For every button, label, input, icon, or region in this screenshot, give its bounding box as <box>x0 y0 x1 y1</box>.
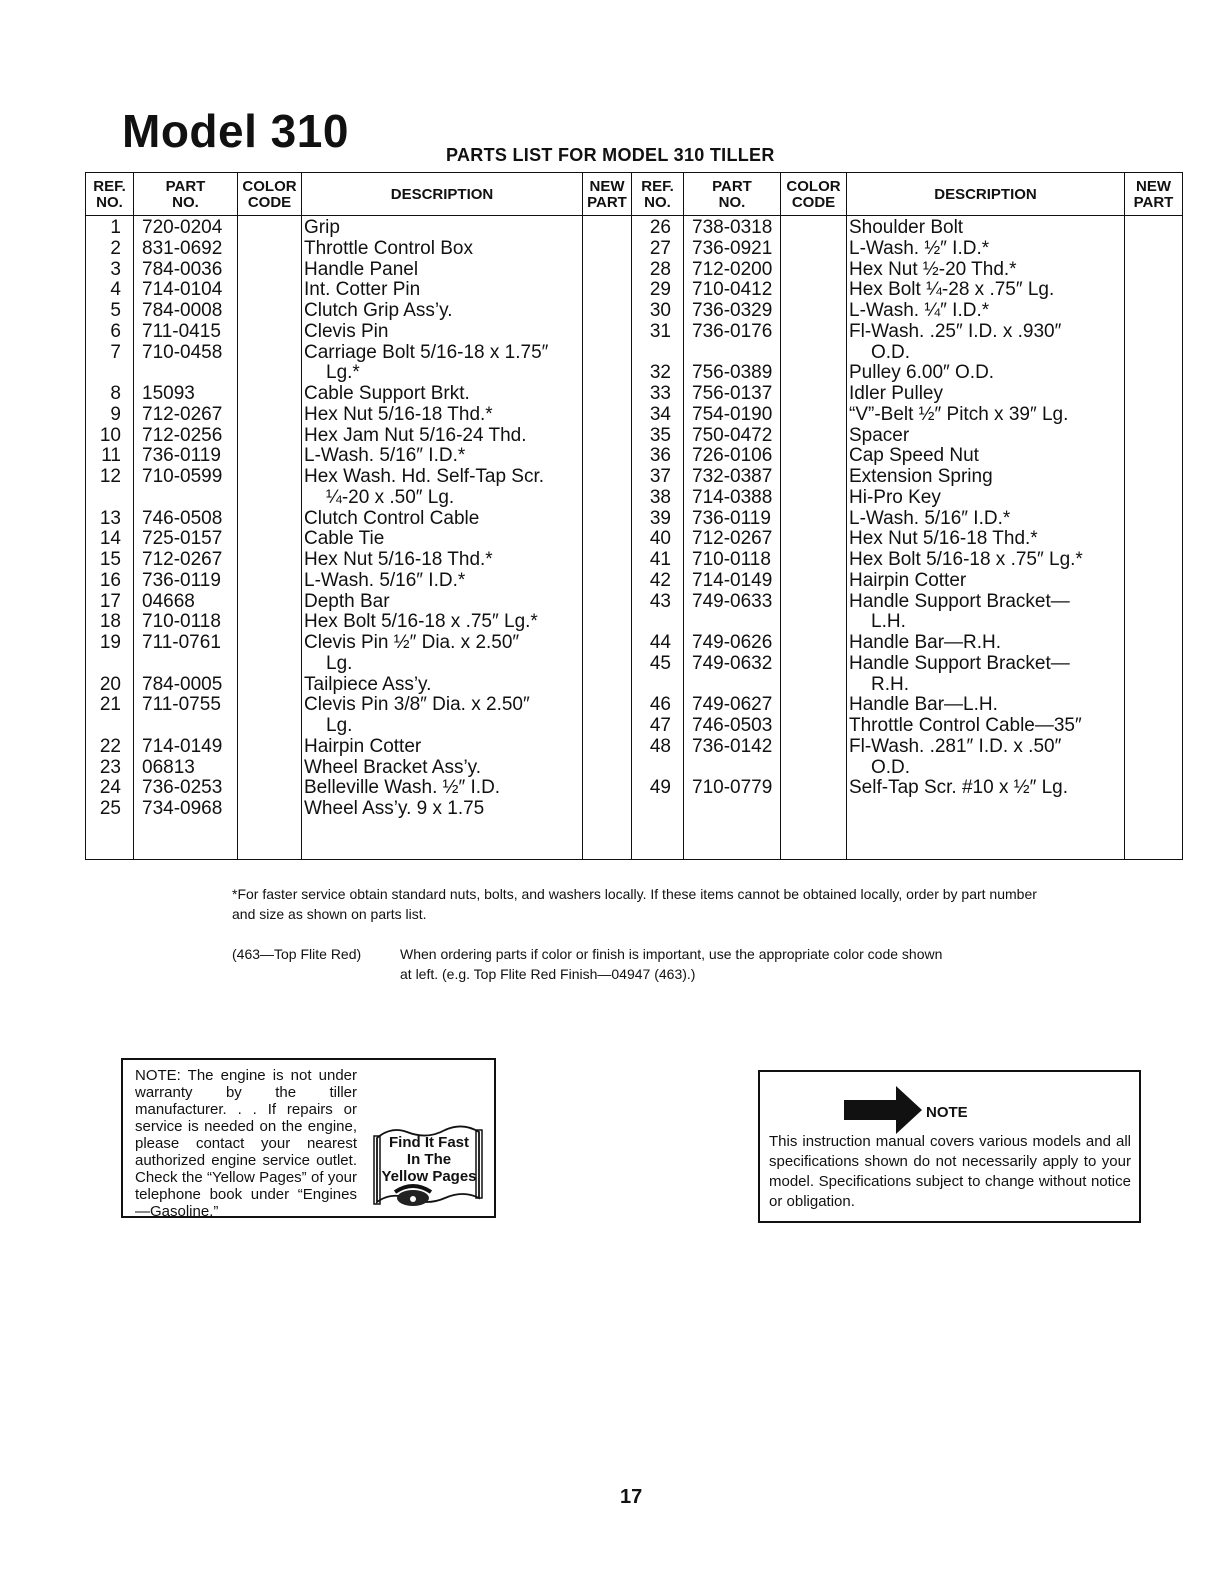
table-cell: O.D. <box>871 341 911 363</box>
table-cell: 21 <box>99 694 121 716</box>
table-cell: 04668 <box>142 590 195 612</box>
table-cell <box>86 716 121 737</box>
left-new-part-column <box>583 216 632 860</box>
table-cell: Hairpin Cotter <box>849 569 967 591</box>
table-cell: Hex Nut 5/16-18 Thd.* <box>849 528 1038 550</box>
table-cell: 14 <box>99 528 121 550</box>
standard-hardware-footnote: *For faster service obtain standard nuts, bolts, and washers locally. If these items cannot be obtained locally, order by part number and size as shown on parts list. <box>232 886 1037 922</box>
parts-table <box>85 172 1183 860</box>
table-cell <box>632 343 671 364</box>
table-cell: 710-0779 <box>692 777 773 799</box>
table-cell: 714-0388 <box>692 486 773 508</box>
table-cell: Shoulder Bolt <box>849 217 964 238</box>
table-cell: 736-0329 <box>692 300 773 321</box>
table-cell: Hex Nut ½-20 Thd.* <box>849 258 1017 280</box>
table-cell: 34 <box>649 403 671 425</box>
table-cell: 7 <box>110 341 121 363</box>
header-new-part: NEW PART <box>583 173 632 216</box>
table-cell: 784-0005 <box>142 673 223 695</box>
table-cell <box>142 488 237 509</box>
table-cell: 19 <box>99 632 121 653</box>
table-cell: 8 <box>110 383 121 404</box>
table-cell: Int. Cotter Pin <box>304 279 421 301</box>
table-cell: 39 <box>649 507 671 529</box>
table-cell: 756-0137 <box>692 383 773 404</box>
table-body-row <box>86 216 1183 860</box>
table-cell: Cable Tie <box>304 528 385 550</box>
table-cell <box>632 675 671 696</box>
color-code-footnote <box>232 944 1052 984</box>
table-cell <box>692 675 780 696</box>
table-cell: 736-0119 <box>692 507 771 529</box>
table-cell: 2 <box>110 237 121 259</box>
left-part-column <box>134 216 238 860</box>
table-cell: Tailpiece Ass’y. <box>304 673 432 695</box>
table-cell: 15093 <box>142 383 195 404</box>
left-color-column <box>238 216 302 860</box>
table-cell: 36 <box>649 445 671 467</box>
table-cell: 784-0036 <box>142 258 223 280</box>
table-cell: 714-0149 <box>142 735 223 757</box>
table-cell: Spacer <box>849 424 910 446</box>
table-cell: L-Wash. ¼″ I.D.* <box>849 300 990 321</box>
table-cell: 710-0118 <box>142 611 221 633</box>
table-cell: Clevis Pin ½″ Dia. x 2.50″ <box>304 632 520 653</box>
table-cell: Wheel Ass’y. 9 x 1.75 <box>304 798 485 819</box>
table-cell: 35 <box>649 424 671 446</box>
table-cell: 711-0761 <box>142 632 221 653</box>
table-cell: 712-0267 <box>692 528 773 550</box>
table-cell: 18 <box>99 611 121 633</box>
table-cell: 734-0968 <box>142 798 223 819</box>
table-cell <box>86 488 121 509</box>
table-cell: 27 <box>649 237 671 259</box>
table-cell: 712-0267 <box>142 403 223 425</box>
table-cell: 714-0149 <box>692 569 773 591</box>
table-cell: 712-0256 <box>142 424 223 446</box>
right-color-column <box>781 216 847 860</box>
table-cell: Clevis Pin 3/8″ Dia. x 2.50″ <box>304 694 530 716</box>
table-cell: Lg.* <box>326 362 360 384</box>
table-cell: Hex Bolt ¼-28 x .75″ Lg. <box>849 279 1055 301</box>
table-cell: Clutch Control Cable <box>304 507 480 529</box>
table-cell: Hex Wash. Hd. Self-Tap Scr. <box>304 466 545 487</box>
table-cell: 46 <box>649 694 671 716</box>
table-cell: Fl-Wash. .25″ I.D. x .930″ <box>849 320 1062 342</box>
model-applicability-note <box>758 1070 1141 1223</box>
table-cell: 33 <box>649 383 671 404</box>
table-cell: Hex Jam Nut 5/16-24 Thd. <box>304 424 527 446</box>
header-description-2: DESCRIPTION <box>847 173 1125 216</box>
table-cell: 726-0106 <box>692 445 773 467</box>
table-cell: 29 <box>649 279 671 301</box>
left-ref-column <box>86 216 134 860</box>
table-cell: Fl-Wash. .281″ I.D. x .50″ <box>849 735 1062 757</box>
table-cell: Handle Panel <box>304 258 419 280</box>
table-cell: 13 <box>99 507 121 529</box>
table-cell <box>86 363 121 384</box>
header-part-no-2: PART NO. <box>684 173 781 216</box>
table-cell: Clutch Grip Ass’y. <box>304 300 453 321</box>
table-cell: 710-0412 <box>692 279 773 301</box>
table-cell: 25 <box>99 798 121 819</box>
table-cell: 22 <box>99 735 121 757</box>
table-cell: Cap Speed Nut <box>849 445 979 467</box>
table-cell: 749-0626 <box>692 632 773 653</box>
table-cell: 06813 <box>142 756 195 778</box>
table-cell: 712-0200 <box>692 258 773 280</box>
table-cell: L-Wash. 5/16″ I.D.* <box>304 569 466 591</box>
table-cell: 732-0387 <box>692 466 773 487</box>
table-cell: L-Wash. ½″ I.D.* <box>849 237 990 259</box>
table-cell: Depth Bar <box>304 590 390 612</box>
table-cell: Idler Pulley <box>849 383 943 404</box>
table-cell: 736-0921 <box>692 237 773 259</box>
table-cell <box>142 716 237 737</box>
table-cell: O.D. <box>871 756 911 778</box>
table-cell: 6 <box>110 320 121 342</box>
table-cell: 4 <box>110 279 121 301</box>
table-cell: 48 <box>649 735 671 757</box>
table-cell: 45 <box>649 652 671 674</box>
table-cell <box>632 612 671 633</box>
left-description-column <box>302 216 583 860</box>
table-cell: Throttle Control Cable—35″ <box>849 715 1082 736</box>
table-cell: 1 <box>110 217 121 238</box>
table-cell: 31 <box>649 320 671 342</box>
table-cell: 38 <box>649 486 671 508</box>
table-cell <box>632 758 671 779</box>
table-cell: ¼-20 x .50″ Lg. <box>326 486 455 508</box>
header-ref-no-2: REF. NO. <box>632 173 684 216</box>
table-cell: 47 <box>649 715 671 736</box>
table-cell: 16 <box>99 569 121 591</box>
right-part-column <box>684 216 781 860</box>
table-cell: 20 <box>99 673 121 695</box>
table-cell: R.H. <box>871 673 909 695</box>
table-cell: 26 <box>649 217 671 238</box>
table-cell <box>692 612 780 633</box>
color-code-line-1: When ordering parts if color or finish is important, use the appropriate color code shown <box>400 946 943 962</box>
table-cell: 725-0157 <box>142 528 223 550</box>
header-part-no: PART NO. <box>134 173 238 216</box>
table-cell: 738-0318 <box>692 217 773 238</box>
table-cell: 749-0633 <box>692 590 773 612</box>
yellow-pages-badge <box>371 1122 485 1208</box>
note-body: This instruction manual covers various models and all specifications shown do not necessarily apply to your model. Specifications subject to change without notice or obligation. <box>769 1133 1131 1210</box>
table-cell: 714-0104 <box>142 279 223 301</box>
table-cell: 49 <box>649 777 671 799</box>
header-color-code: COLOR CODE <box>238 173 302 216</box>
table-cell: 30 <box>649 300 671 321</box>
table-cell <box>692 343 780 364</box>
table-cell: Clevis Pin <box>304 320 389 342</box>
right-description-column <box>847 216 1125 860</box>
table-cell <box>86 654 121 675</box>
table-cell: 32 <box>649 362 671 384</box>
table-cell: 42 <box>649 569 671 591</box>
table-cell: Handle Bar—L.H. <box>849 694 998 716</box>
table-cell: Lg. <box>326 715 353 736</box>
table-cell: Belleville Wash. ½″ I.D. <box>304 777 501 799</box>
table-cell: 736-0119 <box>142 569 221 591</box>
table-cell: 736-0253 <box>142 777 223 799</box>
parts-list-heading: PARTS LIST FOR MODEL 310 TILLER <box>446 145 775 165</box>
table-cell: Handle Bar—R.H. <box>849 632 1002 653</box>
table-cell: 40 <box>649 528 671 550</box>
note-label: NOTE <box>926 1104 968 1121</box>
table-cell: Throttle Control Box <box>304 237 473 259</box>
table-cell: 754-0190 <box>692 403 773 425</box>
table-cell: 784-0008 <box>142 300 223 321</box>
telephone-icon <box>395 1186 431 1206</box>
table-cell: Lg. <box>326 652 353 674</box>
table-cell: 43 <box>649 590 671 612</box>
table-cell: 711-0755 <box>142 694 221 716</box>
table-cell <box>142 654 237 675</box>
table-cell: 12 <box>99 466 121 487</box>
table-cell: Pulley 6.00″ O.D. <box>849 362 995 384</box>
table-header-row <box>86 173 1183 216</box>
table-cell <box>692 758 780 779</box>
table-cell: Cable Support Brkt. <box>304 383 470 404</box>
page-title: Model 310 <box>122 105 349 157</box>
right-ref-column <box>632 216 684 860</box>
table-cell: 710-0458 <box>142 341 223 363</box>
table-cell <box>142 363 237 384</box>
table-cell: Hex Bolt 5/16-18 x .75″ Lg.* <box>849 549 1083 570</box>
table-cell: 9 <box>110 403 121 425</box>
table-cell: Hairpin Cotter <box>304 735 422 757</box>
table-cell: 24 <box>99 777 121 799</box>
engine-warranty-note <box>121 1058 496 1218</box>
table-cell: L.H. <box>871 611 906 633</box>
table-cell: 44 <box>649 632 671 653</box>
table-cell: 5 <box>110 300 121 321</box>
table-cell: Hex Nut 5/16-18 Thd.* <box>304 403 493 425</box>
table-cell: 15 <box>99 549 121 570</box>
table-cell: 749-0627 <box>692 694 773 716</box>
header-ref-no: REF. NO. <box>86 173 134 216</box>
table-cell: 746-0508 <box>142 507 223 529</box>
engine-warranty-text: NOTE: The engine is not under warranty by the tiller manufacturer. . . If repairs or service is needed on the engine, please contact your nearest authorized engine service outlet. Check the “Yellow Pages” of your telephone book under “Engines—Gasoline.” <box>135 1067 357 1220</box>
table-cell: 23 <box>99 756 121 778</box>
table-cell: 41 <box>649 549 671 570</box>
table-cell: Hex Bolt 5/16-18 x .75″ Lg.* <box>304 611 538 633</box>
table-cell: 3 <box>110 258 121 280</box>
table-cell: 10 <box>99 424 121 446</box>
header-color-code-2: COLOR CODE <box>781 173 847 216</box>
table-cell: 720-0204 <box>142 217 223 238</box>
table-cell: 711-0415 <box>142 320 221 342</box>
table-cell: Carriage Bolt 5/16-18 x 1.75″ <box>304 341 549 363</box>
table-cell: Handle Support Bracket— <box>849 652 1070 674</box>
table-cell: 736-0176 <box>692 320 773 342</box>
table-cell: Handle Support Bracket— <box>849 590 1070 612</box>
table-cell: 749-0632 <box>692 652 773 674</box>
table-cell: 831-0692 <box>142 237 223 259</box>
header-description: DESCRIPTION <box>302 173 583 216</box>
table-cell: Wheel Bracket Ass’y. <box>304 756 482 778</box>
table-cell: 712-0267 <box>142 549 223 570</box>
table-cell: Self-Tap Scr. #10 x ½″ Lg. <box>849 777 1069 799</box>
page-number: 17 <box>620 1486 643 1508</box>
right-new-part-column <box>1125 216 1183 860</box>
right-arrow-icon <box>844 1086 924 1134</box>
table-cell: 37 <box>649 466 671 487</box>
table-cell: 746-0503 <box>692 715 773 736</box>
table-cell: 17 <box>99 590 121 612</box>
table-cell: Extension Spring <box>849 466 993 487</box>
table-cell: 750-0472 <box>692 424 773 446</box>
table-cell: 11 <box>101 445 121 467</box>
table-cell: Hex Nut 5/16-18 Thd.* <box>304 549 493 570</box>
table-cell: L-Wash. 5/16″ I.D.* <box>304 445 466 467</box>
table-cell: Hi-Pro Key <box>849 486 941 508</box>
table-cell: “V”-Belt ½″ Pitch x 39″ Lg. <box>849 403 1069 425</box>
table-cell: 756-0389 <box>692 362 773 384</box>
table-cell: 736-0119 <box>142 445 221 467</box>
table-cell: 736-0142 <box>692 735 773 757</box>
yellow-pages-label: Find It Fast In The Yellow Pages <box>381 1134 477 1185</box>
table-cell: Grip <box>304 217 340 238</box>
table-cell: 28 <box>649 258 671 280</box>
header-new-part-2: NEW PART <box>1125 173 1183 216</box>
table-cell: L-Wash. 5/16″ I.D.* <box>849 507 1011 529</box>
color-code-line-2: at left. (e.g. Top Flite Red Finish—04947 (463).) <box>400 966 696 982</box>
table-cell: 710-0118 <box>692 549 771 570</box>
color-code-example: (463—Top Flite Red) <box>232 946 362 962</box>
table-cell: 710-0599 <box>142 466 223 487</box>
